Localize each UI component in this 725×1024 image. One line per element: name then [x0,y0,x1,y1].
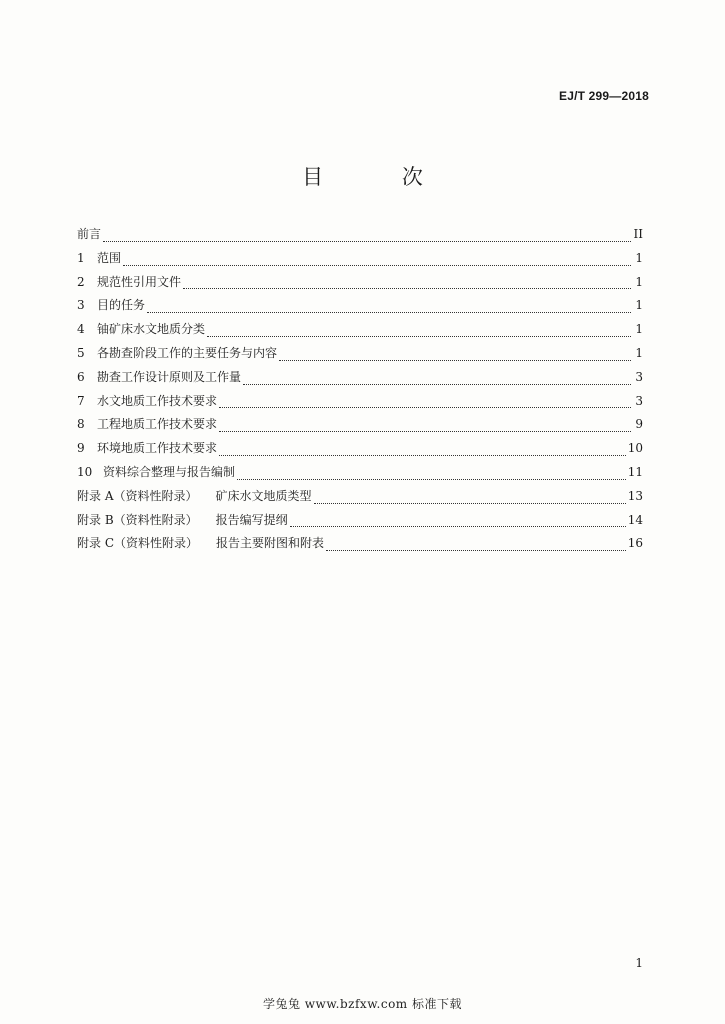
toc-entry-number: 8 [77,417,85,432]
toc-entry-7[interactable] [77,393,643,417]
toc-entry-page: 16 [627,536,643,551]
toc-entry-10[interactable] [77,464,643,488]
toc-leader-dots [314,502,626,504]
toc-entry-foreword[interactable] [77,226,643,250]
footer-watermark: 学兔兔 www.bzfxw.com 标准下载 [262,997,463,1011]
toc-leader-dots [123,264,631,266]
standard-code: EJ/T 299—2018 [559,89,649,103]
annex-title: 报告主要附图和附表 [216,536,325,551]
toc-entry-number: 2 [77,274,85,289]
toc-entry-page: 3 [635,369,643,384]
toc-entry-page: 9 [635,417,643,432]
toc-entry-page: 14 [627,512,643,527]
toc-entry-page: 1 [635,322,643,337]
toc-entry-number: 3 [77,298,85,313]
toc-leader-dots [219,454,626,456]
toc-entry-5[interactable] [77,345,643,369]
toc-entry-label: 各勘查阶段工作的主要任务与内容 [97,345,278,360]
toc-leader-dots [243,383,631,385]
toc-leader-dots [326,549,626,551]
toc-entry-annex-c[interactable] [77,535,643,559]
toc-entry-9[interactable] [77,440,643,464]
toc-entry-label: 铀矿床水文地质分类 [97,322,206,337]
toc-entry-number: 7 [77,393,85,408]
toc-leader-dots [147,311,631,313]
toc-entry-number: 4 [77,322,85,337]
toc-entry-3[interactable] [77,297,643,321]
toc-entry-page: 1 [635,298,643,313]
toc-entry-2[interactable] [77,274,643,298]
toc-entry-number: 9 [77,441,85,456]
toc-leader-dots [103,240,631,242]
annex-title: 报告编写提纲 [215,512,288,527]
toc-entry-number: 10 [77,464,93,479]
toc-entry-page: 1 [635,345,643,360]
toc-leader-dots [290,525,626,527]
toc-entry-label: 前言 [77,227,102,241]
toc-entry-label: 资料综合整理与报告编制 [103,464,236,479]
toc-leader-dots [219,430,631,432]
table-of-contents [77,226,643,559]
toc-leader-dots [279,359,631,361]
toc-entry-page: 1 [635,274,643,289]
toc-entry-label [77,512,288,528]
toc-entry-page: 11 [627,464,643,479]
toc-title: 目 次 [302,165,459,189]
annex-heading: 附录 A（资料性附录） [77,488,198,503]
toc-entry-number: 1 [77,250,85,265]
toc-entry-label [77,535,324,551]
toc-leader-dots [237,478,626,480]
toc-entry-page: II [633,227,643,241]
toc-entry-label [77,488,312,504]
toc-entry-6[interactable] [77,369,643,393]
toc-entry-number: 5 [77,345,85,360]
page-number: 1 [635,956,643,970]
toc-entry-label: 范围 [97,250,122,265]
toc-entry-label: 环境地质工作技术要求 [97,441,218,456]
toc-entry-annex-a[interactable] [77,488,643,512]
toc-entry-page: 3 [635,393,643,408]
toc-entry-4[interactable] [77,321,643,345]
toc-entry-label: 水文地质工作技术要求 [97,393,218,408]
annex-title: 矿床水文地质类型 [215,488,312,503]
toc-entry-label: 工程地质工作技术要求 [97,417,218,432]
toc-entry-label: 勘查工作设计原则及工作量 [97,369,242,384]
toc-leader-dots [207,335,631,337]
toc-leader-dots [183,287,631,289]
toc-entry-label: 目的任务 [97,298,146,313]
toc-entry-page: 1 [635,250,643,265]
toc-entry-page: 13 [627,488,643,503]
toc-entry-8[interactable] [77,416,643,440]
toc-entry-number: 6 [77,369,85,384]
toc-entry-page: 10 [627,441,643,456]
toc-entry-1[interactable] [77,250,643,274]
annex-heading: 附录 C（资料性附录） [77,536,198,551]
annex-heading: 附录 B（资料性附录） [77,512,198,527]
toc-leader-dots [219,406,631,408]
toc-entry-label: 规范性引用文件 [97,274,182,289]
toc-entry-annex-b[interactable] [77,512,643,536]
